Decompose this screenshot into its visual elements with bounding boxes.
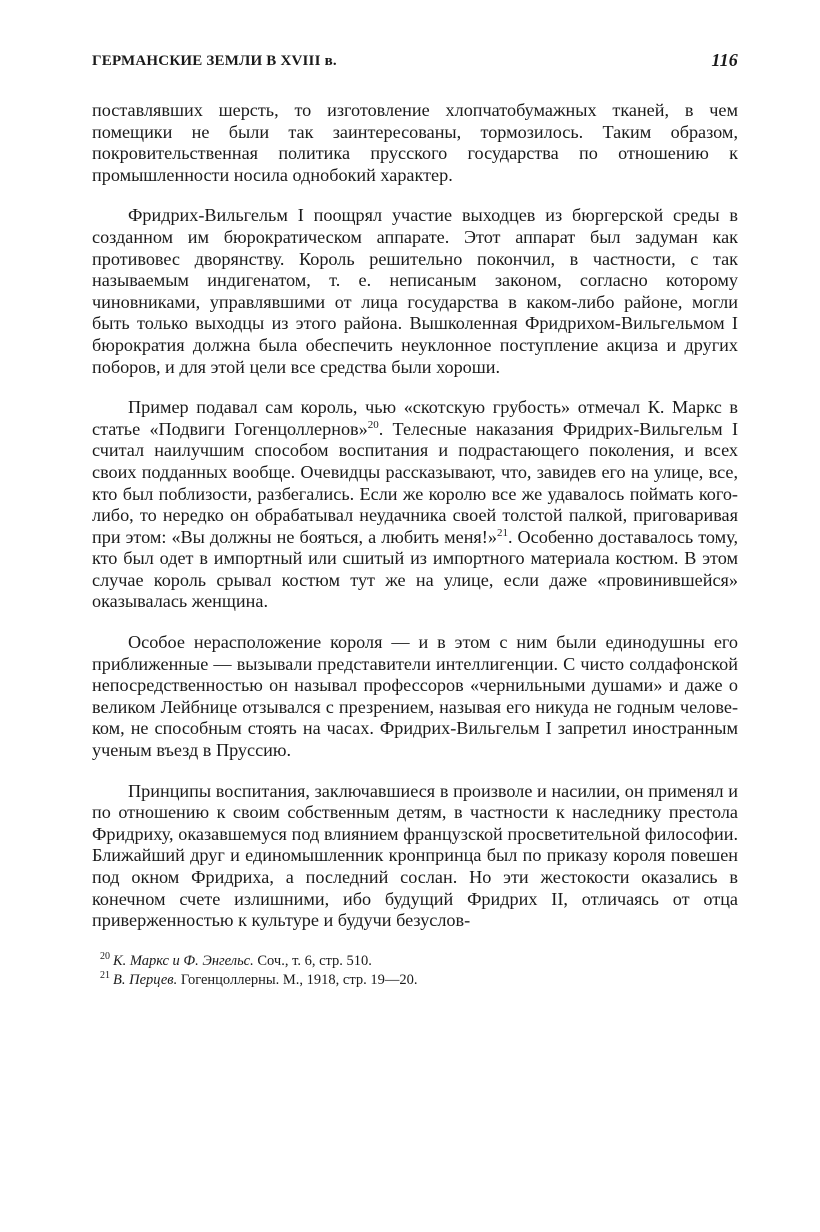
footnote-mark: 20 bbox=[100, 950, 110, 962]
page-number: 116 bbox=[711, 50, 738, 70]
footnote-ref-20[interactable]: 20 bbox=[367, 418, 379, 431]
footnote-source: Гогенцоллерны. М., 1918, стр. 19—20. bbox=[180, 971, 418, 988]
footnote-ref-21[interactable]: 21 bbox=[496, 526, 508, 539]
footnote-author: В. Перцев. bbox=[113, 971, 178, 988]
footnote-source: Соч., т. 6, стр. 510. bbox=[257, 952, 372, 969]
footnote-mark: 21 bbox=[100, 969, 110, 981]
footnotes bbox=[92, 952, 738, 990]
paragraph-1: поставлявших шерсть, то изготовление хлопчатобумажных тканей, в чем помещики не были так заинтересованы, тормозилось. Таким образом, покровительственная политика прусского государства по отношению к промышленности носила однобокий характер. bbox=[92, 100, 738, 185]
paragraph-2: Фридрих-Вильгельм I поощрял участие выходцев из бюргерской среды в созданном им бюрократическом аппарате. Этот аппарат был задуман как противовес дворянству. Король решительно покончил, в частности, с так называемым индигенатом, т. е. неписаным законом, согласно которому чиновниками, управлявшими от лица государства в каком-либо районе, могли быть только выходцы из этого района. Вышколенная Фридрихом-Вильгельмом I бюрократия должна была обеспечить неуклонное поступление акциза и других поборов, и для этой цели все средства были хороши. bbox=[92, 205, 738, 377]
paragraph-3-part-3: . Особенно доставалось тому, кто был одет в импортный или сшитый из импортного материала костюм. В этом случае король срывал костюм тут же на улице, если даже «провинившейся» оказывалась женщина. bbox=[92, 526, 738, 612]
body-text bbox=[92, 100, 738, 932]
running-head bbox=[92, 48, 738, 78]
paragraph-4: Особое нерасположение короля — и в этом с ним были единодушны его приближенные — вызывали представители интеллигенции. С чисто солдафонской непосредственностью он называл профессоров «чернильными душами» и даже о великом Лейбнице отзывался с презрением, называя его никуда не годным человеком, не способным стоять на часах. Фридрих-Вильгельм I запретил иностранным ученым въезд в Пруссию. bbox=[92, 632, 738, 761]
footnote-author: К. Маркс и Ф. Энгельс. bbox=[113, 952, 254, 969]
paragraph-3-part-2: . Телесные наказания Фридрих-Вильгельм I считал наилучшим способом воспитания и подрастающего поколения, и всех своих подданных вообще. Очевидцы рассказывают, что, завидев его на улице, все, кто был поблизости, разбегались. Если же королю все же удавалось поймать кого-либо, то нередко он обрабатывал неудачника своей толстой палкой, приговаривая при этом: «Вы должны не бояться, а любить меня!» bbox=[92, 418, 739, 547]
footnote-20 bbox=[92, 952, 738, 971]
footnote-21 bbox=[92, 971, 738, 990]
paragraph-3 bbox=[92, 397, 738, 613]
paragraph-5: Принципы воспитания, заключавшиеся в произволе и насилии, он применял и по отношению к своим собственным детям, в частности к наследнику престола Фридриху, оказавшемуся под влиянием французской просветительной философии. Ближайший друг и единомышленник кронпринца был по приказу короля повешен под окном Фридриха, а последний сослан. Но эти жестокости оказались в конечном счете излишними, ибо будущий Фридрих II, отличаясь от отца приверженностью к культуре и будучи безуслов- bbox=[92, 780, 738, 931]
book-page bbox=[92, 48, 738, 990]
running-title: ГЕРМАНСКИЕ ЗЕМЛИ В XVIII в. bbox=[92, 53, 337, 69]
paragraph-3-part-1: Пример подавал сам король, чью «скотскую грубость» отмечал К. Маркс в статье «Подвиги Гогенцоллернов» bbox=[92, 397, 738, 439]
